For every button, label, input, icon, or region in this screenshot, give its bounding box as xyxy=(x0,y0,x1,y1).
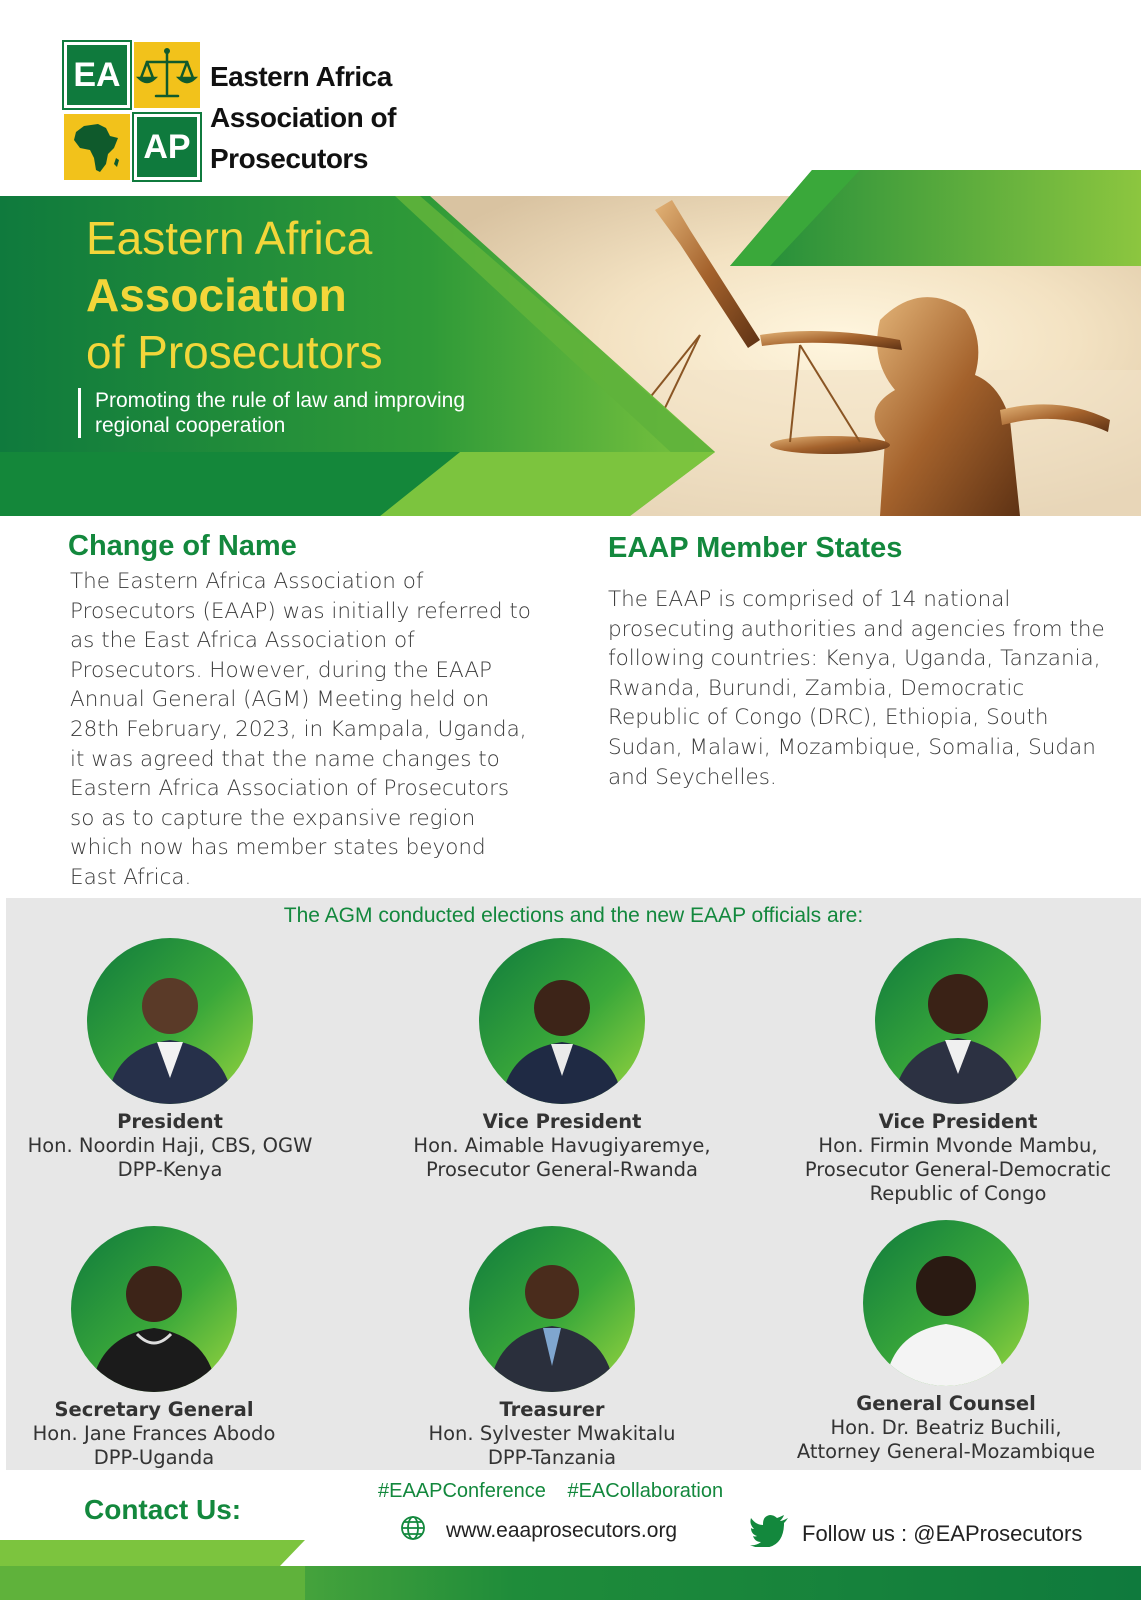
official-portrait xyxy=(87,938,253,1104)
footer-bar xyxy=(0,1540,1141,1600)
twitter-handle-link[interactable]: Follow us : @EAProsecutors xyxy=(802,1521,1083,1546)
official-title: DPP-Uganda xyxy=(93,1446,215,1469)
banner-title-line3: of Prosecutors xyxy=(86,326,383,378)
banner-tagline-line1: Promoting the rule of law and improving xyxy=(95,389,466,412)
logo-name-line2: Association of xyxy=(210,102,396,133)
official-role: Vice President xyxy=(878,1110,1038,1133)
banner-title xyxy=(86,210,383,381)
official-role: Treasurer xyxy=(499,1398,605,1421)
logo-name-line1: Eastern Africa xyxy=(210,61,392,92)
official-name: Hon. Firmin Mvonde Mambu, xyxy=(818,1134,1098,1157)
change-of-name-line: Eastern Africa Association of Prosecutors xyxy=(70,776,510,802)
logo-wordmark xyxy=(210,56,396,179)
banner-tagline xyxy=(78,388,548,438)
change-of-name-body xyxy=(70,567,590,893)
official-title: Prosecutor General-Democratic xyxy=(804,1158,1112,1181)
official-portrait xyxy=(875,938,1041,1104)
member-states-body xyxy=(608,585,1128,792)
banner-title-line1: Eastern Africa xyxy=(86,212,373,264)
official-title: DPP-Kenya xyxy=(117,1158,223,1181)
member-states-line: following countries: Kenya, Uganda, Tanzania, xyxy=(608,646,1101,672)
official-card xyxy=(788,938,1128,1206)
change-of-name-line: East Africa. xyxy=(70,864,192,890)
banner-tagline-line2: regional cooperation xyxy=(95,414,286,437)
official-card xyxy=(0,1226,314,1470)
official-name: Hon. Jane Frances Abodo xyxy=(32,1422,276,1445)
official-title: DPP-Tanzania xyxy=(487,1446,617,1469)
logo-ap-box: AP xyxy=(134,114,200,180)
official-title: Attorney General-Mozambique xyxy=(796,1440,1096,1463)
official-role: Secretary General xyxy=(54,1398,254,1421)
contact-us-label: Contact Us: xyxy=(84,1494,242,1525)
official-name: Hon. Dr. Beatriz Buchili, xyxy=(830,1416,1062,1439)
official-portrait xyxy=(71,1226,237,1392)
hashtag-link[interactable]: #EACollaboration xyxy=(567,1480,724,1502)
change-of-name-line: The Eastern Africa Association of xyxy=(70,569,424,594)
change-of-name-line: so as to capture the expansive region xyxy=(70,805,476,831)
hashtag-link[interactable]: #EAAPConference xyxy=(378,1480,546,1502)
official-title-cont: Republic of Congo xyxy=(869,1182,1047,1205)
official-title: Prosecutor General-Rwanda xyxy=(426,1158,698,1181)
official-card xyxy=(392,1226,712,1470)
official-role: General Counsel xyxy=(856,1392,1036,1415)
eaap-logo xyxy=(64,42,404,184)
scales-icon xyxy=(134,42,200,108)
logo-name-line3: Prosecutors xyxy=(210,143,368,174)
official-portrait xyxy=(469,1226,635,1392)
official-card xyxy=(392,938,732,1182)
official-name: Hon. Sylvester Mwakitalu xyxy=(428,1422,676,1445)
official-card xyxy=(776,1220,1116,1464)
change-of-name-line: it was agreed that the name changes to xyxy=(70,746,500,772)
change-of-name-title: Change of Name xyxy=(68,530,297,562)
hashtags xyxy=(378,1480,735,1503)
member-states-line: The EAAP is comprised of 14 national xyxy=(608,587,1011,612)
official-portrait xyxy=(479,938,645,1104)
official-name: Hon. Noordin Haji, CBS, OGW xyxy=(27,1134,313,1157)
logo-ea-box: EA xyxy=(64,42,130,108)
website-link[interactable]: www.eaaprosecutors.org xyxy=(446,1519,678,1542)
officials-heading: The AGM conducted elections and the new EAAP officials are: xyxy=(283,904,864,927)
member-states-line: and Seychelles. xyxy=(608,764,777,790)
official-name: Hon. Aimable Havugiyaremye, xyxy=(413,1134,711,1157)
hero-banner xyxy=(0,170,1141,516)
change-of-name-line: as the East Africa Association of xyxy=(70,628,415,654)
change-of-name-line: Prosecutors. However, during the EAAP xyxy=(70,657,493,683)
member-states-title: EAAP Member States xyxy=(608,532,903,564)
change-of-name-line: Annual General (AGM) Meeting held on xyxy=(70,687,490,713)
official-card xyxy=(10,938,330,1182)
member-states-line: prosecuting authorities and agencies from the xyxy=(608,616,1105,642)
member-states-line: Rwanda, Burundi, Zambia, Democratic xyxy=(608,675,1025,701)
member-states-line: Republic of Congo (DRC), Ethiopia, South xyxy=(608,705,1049,731)
officials-section xyxy=(6,898,1141,1470)
banner-title-line2: Association xyxy=(86,269,347,321)
official-portrait xyxy=(863,1220,1029,1386)
official-role: Vice President xyxy=(482,1110,642,1133)
change-of-name-line: Prosecutors (EAAP) was initially referred to xyxy=(70,598,531,624)
member-states-line: Sudan, Malawi, Mozambique, Somalia, Sudan xyxy=(608,734,1096,760)
change-of-name-line: which now has member states beyond xyxy=(70,835,486,861)
change-of-name-line: 28th February, 2023, in Kampala, Uganda, xyxy=(70,716,527,742)
official-role: President xyxy=(117,1110,223,1133)
